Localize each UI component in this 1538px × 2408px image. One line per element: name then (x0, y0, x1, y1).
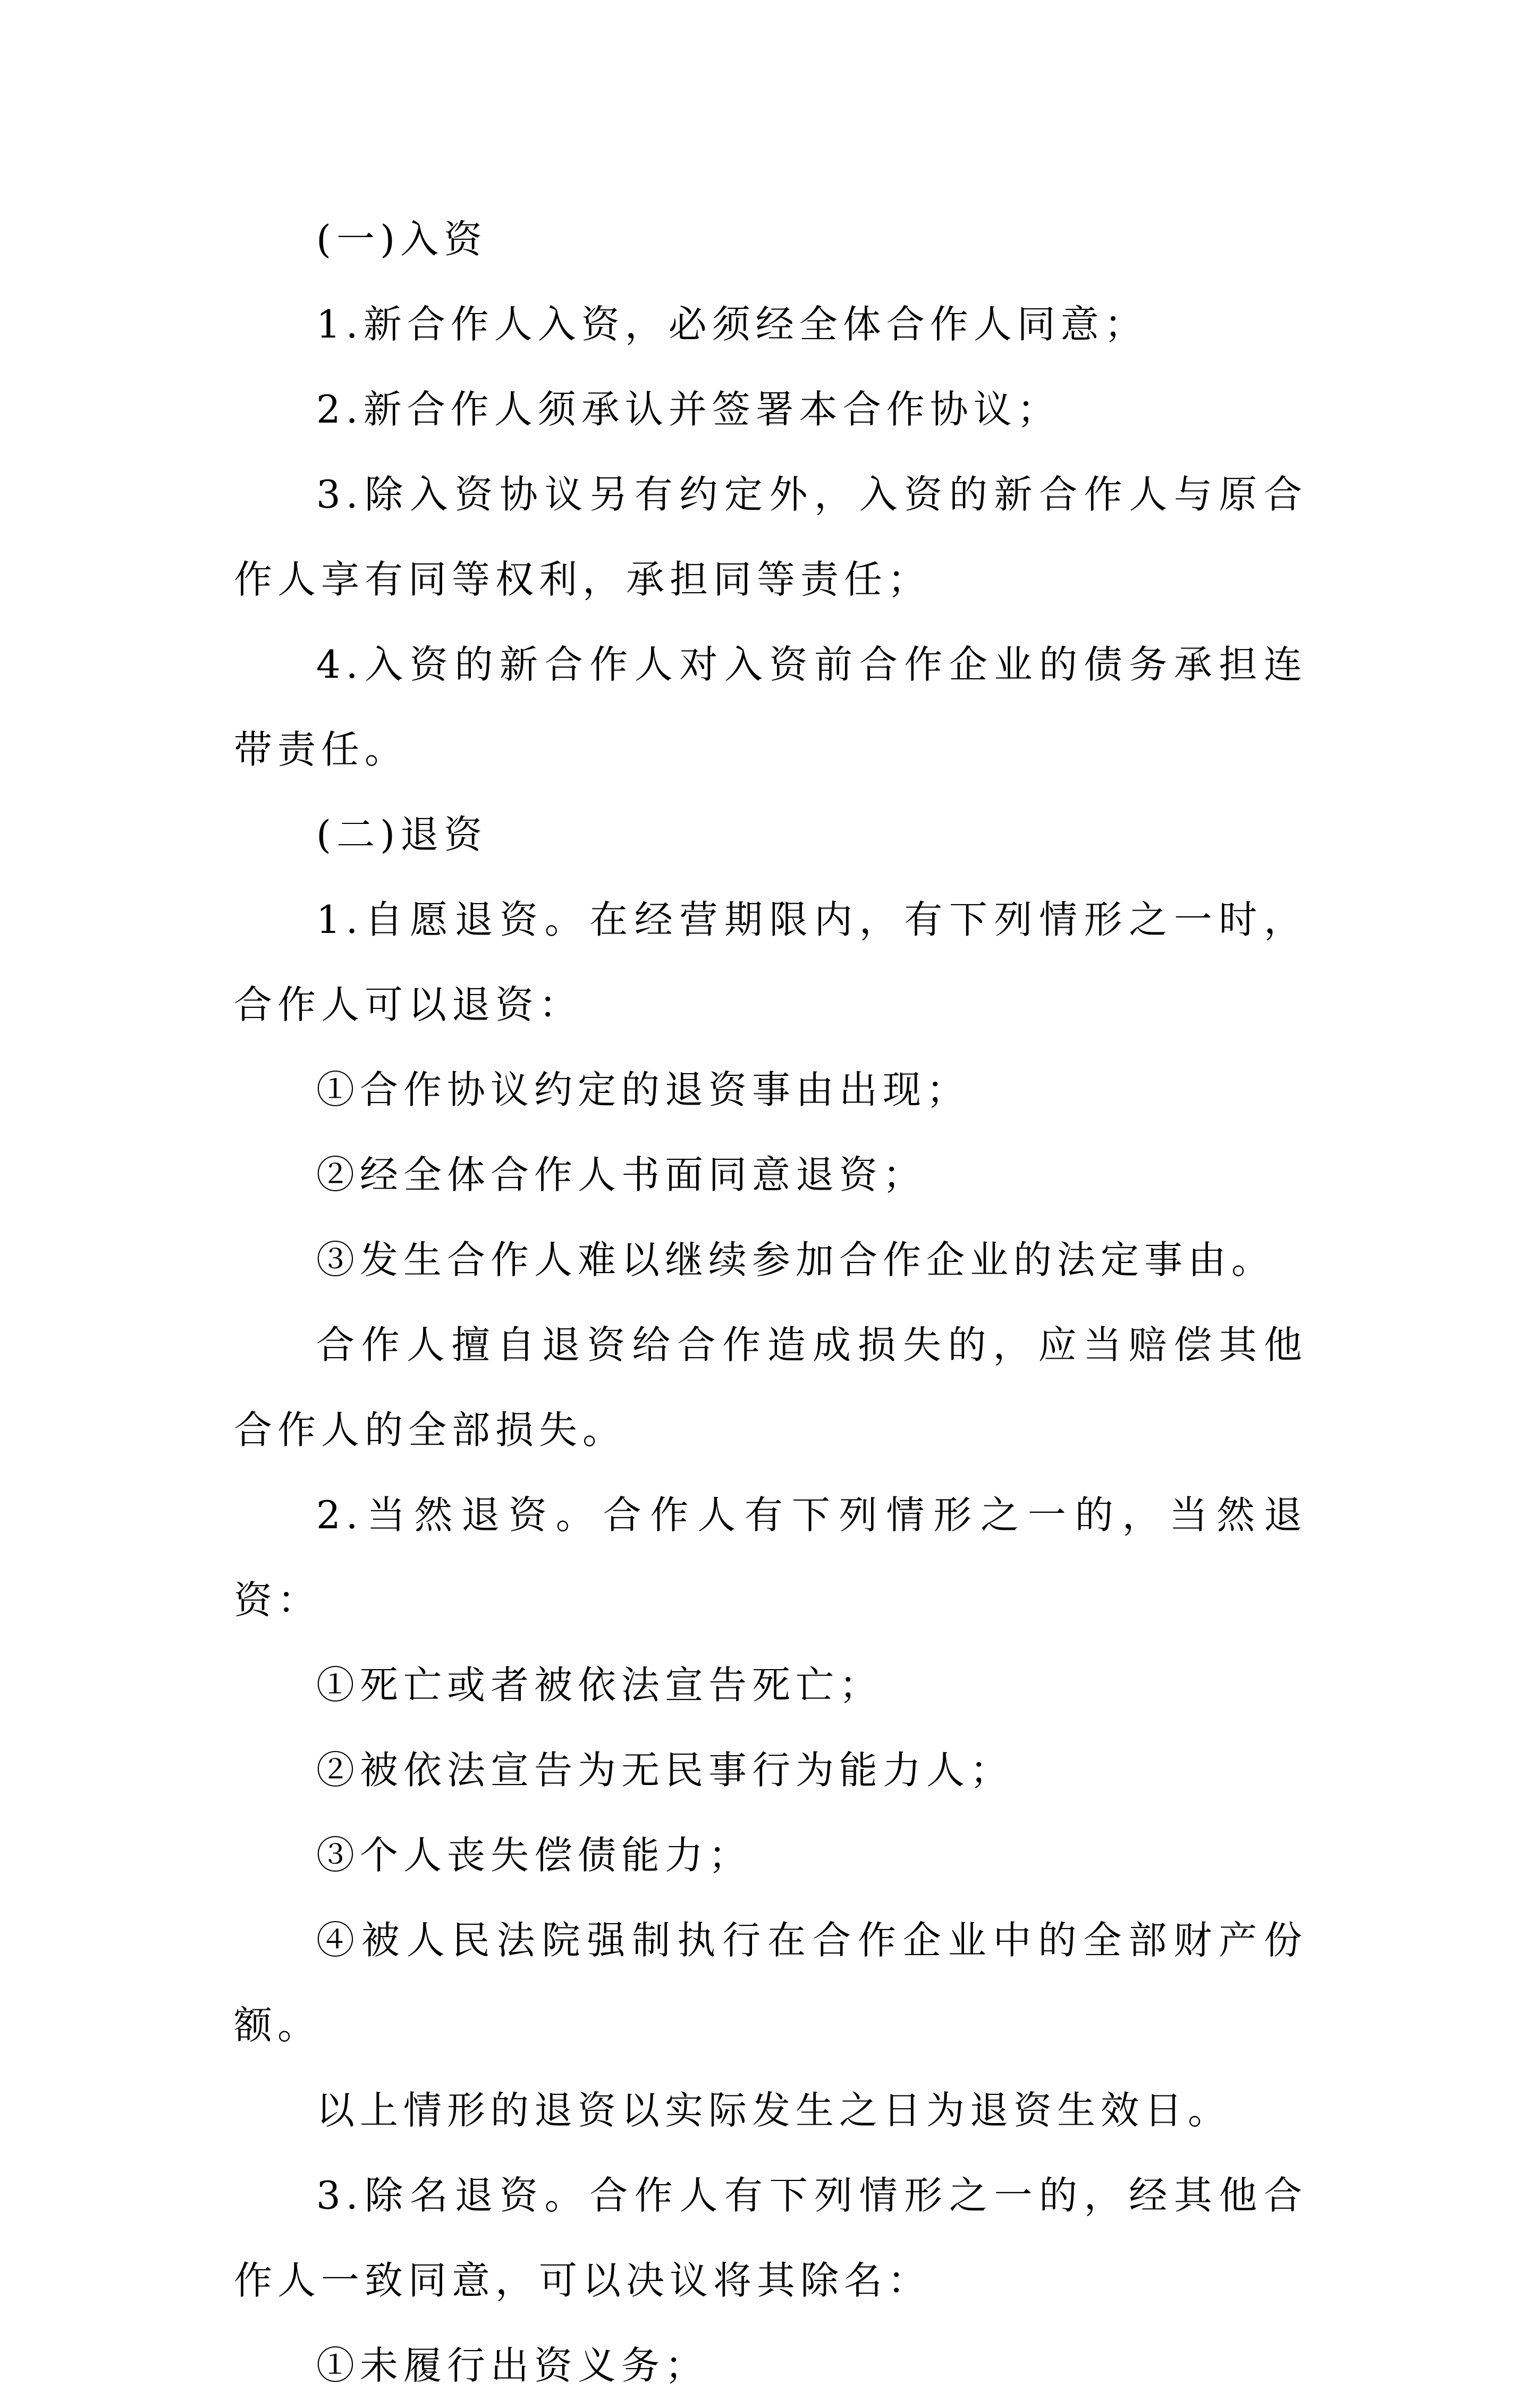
paragraph: 1.自愿退资。在经营期限内，有下列情形之一时，合作人可以退资： (234, 897, 1307, 1027)
list-item: ①合作协议约定的退资事由出现； (316, 1067, 970, 1112)
list-item: ②被依法宣告为无民事行为能力人； (316, 1748, 1014, 1792)
list-item: ④被人民法院强制执行在合作企业中的全部财产份额。 (234, 1918, 1307, 2048)
paragraph: 4.入资的新合作人对入资前合作企业的债务承担连带责任。 (234, 642, 1307, 772)
paragraph: 3.除入资协议另有约定外，入资的新合作人与原合作人享有同等权利，承担同等责任； (234, 472, 1307, 602)
section-heading-capital-in: (一)入资 (316, 217, 488, 262)
list-item: ③发生合作人难以继续参加合作企业的法定事由。 (316, 1237, 1275, 1282)
paragraph: 合作人擅自退资给合作造成损失的，应当赔偿其他合作人的全部损失。 (234, 1323, 1307, 1452)
list-item: ②经全体合作人书面同意退资； (316, 1152, 927, 1197)
list-item: ①未履行出资义务； (316, 2343, 709, 2388)
paragraph: 2.新合作人须承认并签署本合作协议； (316, 387, 1061, 432)
list-item: ①死亡或者被依法宣告死亡； (316, 1663, 883, 1707)
paragraph: 1.新合作人入资，必须经全体合作人同意； (316, 302, 1148, 347)
document-body (234, 197, 1307, 2408)
paragraph: 2.当然退资。合作人有下列情形之一的，当然退资： (234, 1493, 1307, 1622)
section-heading-withdrawal: (二)退资 (316, 812, 488, 857)
list-item: ③个人丧失偿债能力； (316, 1833, 753, 1877)
paragraph: 以上情形的退资以实际发生之日为退资生效日。 (316, 2088, 1232, 2133)
paragraph: 3.除名退资。合作人有下列情形之一的，经其他合作人一致同意，可以决议将其除名： (234, 2173, 1307, 2303)
